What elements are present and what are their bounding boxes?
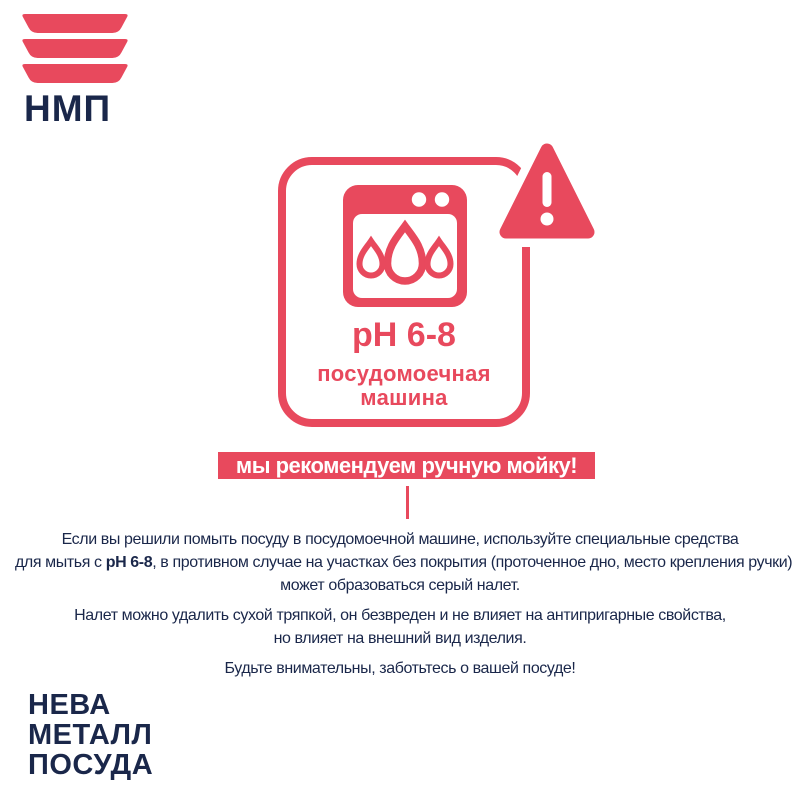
- machine-caption-line1: посудомоечная: [317, 361, 491, 386]
- dishwasher-icon: [343, 185, 467, 307]
- p1-line1: Если вы решили помыть посуду в посудомоечной машине, используйте специальные средства: [61, 531, 739, 548]
- p1-line2: для мытья с pH 6-8, в противном случае на участках без покрытия (проточенное дно, место крепления ручки): [15, 554, 793, 571]
- stacked-pans-icon: [20, 14, 130, 83]
- logo-abbr-text: НМП: [24, 88, 112, 129]
- p1-line3: может образоваться серый налет.: [280, 577, 520, 594]
- brand-line2: МЕТАЛЛ: [28, 719, 153, 751]
- paragraph-1: [15, 528, 793, 597]
- brand-name: [28, 690, 153, 780]
- paragraph-2: [15, 604, 785, 650]
- machine-caption-line2: машина: [360, 385, 448, 410]
- recommendation-banner: мы рекомендуем ручную мойку!: [218, 452, 595, 479]
- warning-triangle-icon: [492, 138, 602, 248]
- body-text: [15, 528, 793, 687]
- brand-line1: НЕВА: [28, 689, 111, 721]
- paragraph-3: [15, 657, 785, 680]
- p2-line2: но влияет на внешний вид изделия.: [273, 630, 527, 647]
- pointer-line: [406, 486, 409, 519]
- brand-line3: ПОСУДА: [28, 749, 154, 781]
- machine-caption: [258, 362, 550, 410]
- ph-label: pH 6-8: [352, 316, 456, 354]
- brand-logo: [20, 14, 140, 129]
- p2-line1: Налет можно удалить сухой тряпкой, он безвреден и не влияет на антипригарные свойства,: [74, 607, 726, 624]
- p3-line1: Будьте внимательны, заботьтесь о вашей посуде!: [224, 660, 576, 677]
